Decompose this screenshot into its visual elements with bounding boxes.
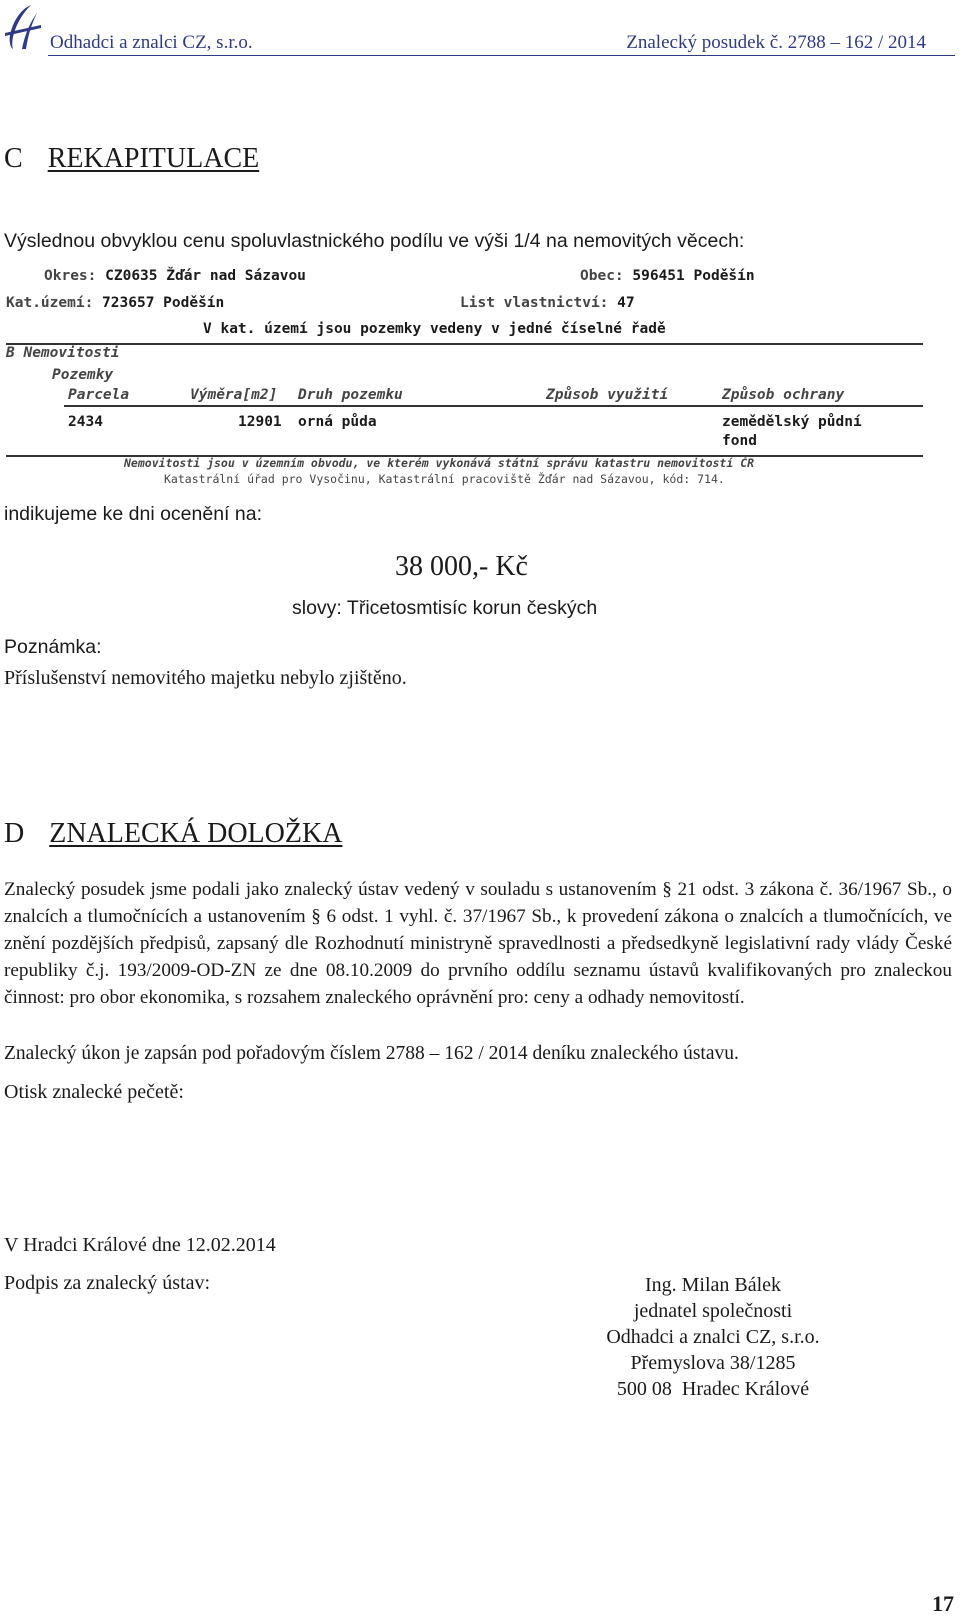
- okres-label: Okres:: [44, 268, 97, 284]
- lv-value: 47: [617, 295, 635, 311]
- col-vyuziti: Způsob využití: [546, 387, 669, 403]
- valuation-words: slovy: Třicetosmtisíc korun českých: [292, 597, 598, 619]
- col-druh: Druh pozemku: [298, 387, 403, 403]
- obec-label: Obec:: [580, 268, 624, 284]
- cadastre-note: V kat. území jsou pozemky vedeny v jedné číselné řadě: [203, 321, 666, 337]
- valuation-amount: 38 000,- Kč: [395, 551, 528, 582]
- signatory-company: Odhadci a znalci CZ, s.r.o.: [606, 1326, 820, 1348]
- signatory-city: 500 08 Hradec Králové: [616, 1378, 810, 1400]
- section-d-heading: [4, 818, 342, 850]
- section-d-paragraph: Znalecký posudek jsme podali jako znalecký ústav vedený v souladu s ustanovením § 21 odst. 3 zákona č. 36/1967 Sb., o znalcích a tlumočnících a ustanovením § 6 odst. 1 vyhl. č. 37/1967 Sb., k provedení zákona o znalcích a tlumočnících, ve znění pozdějších předpisů, zapsaný dle Rozhodnutí ministryně spravedlnosti a předsedkyně legislativní rady vlády České republiky č.j. 193/2009-OD-ZN ze dne 08.10.2009 do prvního oddílu seznamu ústavů kvalifikovaných pro znaleckou činnost: pro obor ekonomika, s rozsahem znaleckého oprávnění pro: ceny a odhady nemovitostí.: [4, 879, 952, 1008]
- col-parcela: Parcela: [68, 387, 130, 403]
- section-c-heading: [4, 143, 259, 175]
- pozemky-label: Pozemky: [52, 367, 114, 383]
- cadastre-footer-2: Katastrální úřad pro Vysočinu, Katastrální pracoviště Žďár nad Sázavou, kód: 714.: [164, 472, 725, 486]
- company-logo-icon: [3, 3, 43, 51]
- row-vymera: 12901: [238, 414, 282, 430]
- row-ochrana-2: fond: [722, 433, 757, 449]
- valuation-date-label: indikujeme ke dni ocenění na:: [4, 503, 263, 525]
- ku-label: Kat.území:: [6, 295, 94, 311]
- cadastre-rule-header: [64, 405, 923, 407]
- col-vymera: Výměra[m2]: [190, 387, 278, 403]
- obec-value: 596451 Poděšín: [632, 268, 755, 284]
- header-report-number: Znalecký posudek č. 2788 – 162 / 2014: [626, 32, 926, 53]
- signatory-role: jednatel společnosti: [633, 1300, 793, 1322]
- place-date: V Hradci Králové dne 12.02.2014: [4, 1234, 276, 1256]
- signature-label: Podpis za znalecký ústav:: [4, 1272, 211, 1294]
- header-company: Odhadci a znalci CZ, s.r.o.: [50, 32, 253, 53]
- section-c-intro: Výslednou obvyklou cenu spoluvlastnického podílu ve výši 1/4 na nemovitých věcech:: [4, 230, 745, 252]
- row-ochrana-1: zemědělský půdní: [722, 414, 862, 430]
- cadastre-footer-1: Nemovitosti jsou v územním obvodu, ve kterém vykonává státní správu katastru nemovitostí ČR: [124, 456, 755, 470]
- row-parcela: 2434: [68, 414, 103, 430]
- signature-block: [560, 1272, 866, 1402]
- page-number: 17: [932, 1591, 954, 1616]
- cadastre-rule-top: [6, 343, 923, 345]
- okres-value: CZ0635 Žďár nad Sázavou: [105, 268, 306, 284]
- section-d-letter: D: [4, 818, 25, 849]
- section-c-letter: C: [4, 143, 23, 174]
- col-ochrana: Způsob ochrany: [722, 387, 845, 403]
- registry-text: Znalecký úkon je zapsán pod pořadovým číslem 2788 – 162 / 2014 deníku znaleckého ústavu.: [4, 1043, 739, 1064]
- ku-value: 723657 Poděšín: [102, 295, 225, 311]
- section-d-title: ZNALECKÁ DOLOŽKA: [49, 818, 343, 849]
- signatory-street: Přemyslova 38/1285: [630, 1352, 796, 1374]
- note-label: Poznámka:: [4, 636, 102, 658]
- signatory-name: Ing. Milan Bálek: [644, 1274, 782, 1296]
- header-divider: [48, 55, 955, 56]
- section-b-label: B Nemovitosti: [6, 345, 120, 361]
- seal-label: Otisk znalecké pečetě:: [4, 1081, 184, 1103]
- row-druh: orná půda: [298, 414, 377, 430]
- note-text: Příslušenství nemovitého majetku nebylo zjištěno.: [4, 667, 407, 689]
- section-c-title: REKAPITULACE: [47, 143, 260, 174]
- lv-label: List vlastnictví:: [460, 295, 609, 311]
